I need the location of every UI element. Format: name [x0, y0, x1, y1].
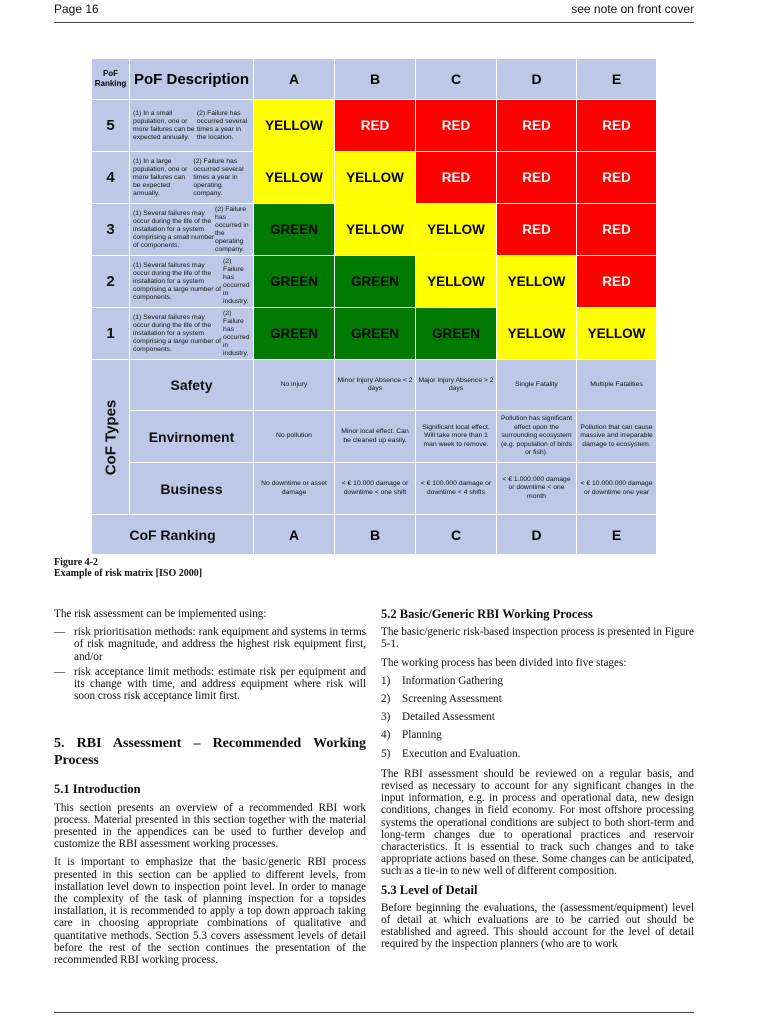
cof-types-label — [92, 360, 130, 515]
cof-column-header: D — [497, 515, 577, 555]
risk-cell-green: GREEN — [254, 308, 335, 360]
risk-matrix — [92, 59, 657, 555]
stage-text: Planning — [402, 729, 442, 742]
risk-cell-red: RED — [577, 100, 657, 152]
risk-cell-red: RED — [416, 152, 497, 204]
cof-cell: < € 1.000.000 damage or downtime < one month — [497, 463, 577, 515]
intro-paragraph-2: It is important to emphasize that the basic/generic RBI process presented in this section can be applied to different levels, from installation level down to inspection point level. In order to manage the complexity of the task of planning inspection for a topsides installation, it is recommended to apply a top down approach taking care in choosing appropriate combinations of qualitative and quantitative methods. Section 5.3 covers assessment levels of detail before the rest of the section continues the presentation of the recommended RBI working process. — [54, 856, 366, 967]
list-item: — risk prioritisation methods: rank equipment and systems in terms of risk magnitude, and address the highest risk equipment first, and/or — [54, 626, 366, 663]
process-paragraph-1: The basic/generic risk-based inspection process is presented in Figure 5-1. — [381, 626, 694, 651]
pof-description-line: (2) Failure has occurred several times a year in operating company. — [193, 157, 244, 197]
pof-rank: 2 — [92, 256, 130, 308]
pof-rank: 5 — [92, 100, 130, 152]
pof-description-line: (2) Failure has occurred in industry. — [223, 309, 250, 357]
risk-cell-yellow: YELLOW — [335, 204, 416, 256]
column-header: B — [335, 59, 416, 100]
cof-cell: Multiple Fatalities — [577, 360, 657, 411]
left-column — [54, 608, 366, 972]
risk-cell-red: RED — [497, 204, 577, 256]
list-item — [381, 748, 694, 760]
cof-column-header: B — [335, 515, 416, 555]
cof-cell: < € 100.000 damage or downtime < 4 shifts — [416, 463, 497, 515]
risk-cell-yellow: YELLOW — [577, 308, 657, 360]
stages-list — [381, 675, 694, 760]
risk-cell-yellow: YELLOW — [497, 256, 577, 308]
risk-cell-red: RED — [577, 256, 657, 308]
figure-number: Figure 4-2 — [54, 557, 98, 568]
intro-paragraph-1: This section presents an overview of a recommended RBI work process. Material presented in this section together with the material presented in the appendices can be used to further develop and customize the RBI assessment working processes. — [54, 801, 366, 851]
risk-cell-red: RED — [335, 100, 416, 152]
stage-text: Information Gathering — [402, 674, 503, 687]
stage-text: Execution and Evaluation. — [402, 747, 521, 760]
risk-cell-red: RED — [497, 152, 577, 204]
stage-text: Detailed Assessment — [402, 711, 495, 724]
stage-number: 5) — [381, 747, 391, 760]
risk-cell-green: GREEN — [254, 256, 335, 308]
cof-cell: Single Fatality — [497, 360, 577, 411]
list-item: — risk acceptance limit methods: estimate risk per equipment and its change with time, and address equipment where risk will soon cross risk acceptance limit first. — [54, 665, 366, 703]
cof-cell: No downtime or asset damage — [254, 463, 335, 515]
risk-cell-yellow: YELLOW — [497, 308, 577, 360]
cof-cell: Minor Injury Absence < 2 days — [335, 360, 416, 411]
stage-number: 2) — [381, 693, 391, 706]
pof-description-line: (1) In a large population, one or more failures can be expected annually. — [133, 157, 188, 197]
cof-cell: Pollution has significant effect upon the surrounding ecosystem (e.g. population of birds or fish). — [497, 411, 577, 463]
pof-description — [130, 100, 254, 152]
cof-type-label: Envirnoment — [130, 411, 254, 463]
stage-number: 1) — [381, 674, 391, 687]
cof-cell: No pollution — [254, 411, 335, 463]
cof-type-label: Safety — [130, 360, 254, 411]
list-item — [381, 675, 694, 687]
risk-cell-green: GREEN — [335, 256, 416, 308]
figure-title: Example of risk matrix [ISO 2000] — [54, 568, 203, 579]
footer-rule — [54, 1012, 694, 1013]
list-item — [381, 711, 694, 723]
risk-cell-red: RED — [577, 152, 657, 204]
risk-cell-yellow: YELLOW — [254, 152, 335, 204]
level-of-detail-paragraph: Before beginning the evaluations, the (assessment/equipment) level of detail at which evaluations are to be carried out should be established and agreed. This should account for the level of detail required by the inspection planners (who are to work — [381, 901, 694, 951]
header-note: see note on front cover — [571, 2, 694, 16]
cof-types-text: CoF Types — [102, 399, 120, 475]
risk-cell-yellow: YELLOW — [416, 256, 497, 308]
pof-description-line: (1) Several failures may occur during the life of the installation for a system comprising a small number of components. — [133, 209, 215, 249]
cof-column-header: A — [254, 515, 335, 555]
pof-description-line: (1) Several failures may occur during the life of the installation for a system comprising a large number of components. — [133, 261, 222, 301]
risk-cell-yellow: YELLOW — [254, 100, 335, 152]
cof-cell: Pollution that can cause massive and irreparable damage to ecosystem. — [577, 411, 657, 463]
risk-cell-green: GREEN — [416, 308, 497, 360]
pof-description-line: (2) Failure has occurred several times a year in the location. — [196, 109, 248, 141]
list-item — [381, 729, 694, 741]
pof-description — [130, 256, 254, 308]
pof-description — [130, 308, 254, 360]
column-header: C — [416, 59, 497, 100]
risk-cell-yellow: YELLOW — [416, 204, 497, 256]
column-header: E — [577, 59, 657, 100]
page-number: Page 16 — [54, 2, 99, 16]
cof-cell: Major Injury Absence > 2 days — [416, 360, 497, 411]
process-paragraph-2: The working process has been divided into five stages: — [381, 656, 627, 669]
risk-cell-green: GREEN — [254, 204, 335, 256]
pof-ranking-header: PoF Ranking — [92, 59, 130, 100]
risk-cell-red: RED — [497, 100, 577, 152]
column-header: D — [497, 59, 577, 100]
intro-text: The risk assessment can be implemented using: — [54, 608, 267, 620]
cof-cell: < € 10.000.000 damage or downtime one year — [577, 463, 657, 515]
pof-description-line: (1) Several failures may occur during the life of the installation for a system comprising a large number of components. — [133, 313, 222, 353]
pof-rank: 1 — [92, 308, 130, 360]
risk-cell-red: RED — [416, 100, 497, 152]
column-header: A — [254, 59, 335, 100]
cof-type-label: Business — [130, 463, 254, 515]
pof-description-line: (2) Failure has occurred in industry. — [223, 257, 250, 305]
cof-cell: < € 10.000 damage or downtime < one shift — [335, 463, 416, 515]
header-rule — [54, 22, 694, 23]
pof-description — [130, 152, 254, 204]
cof-cell: No injury — [254, 360, 335, 411]
pof-description-line: (1) In a small population, one or more failures can be expected annually. — [133, 109, 195, 141]
section-5-heading: 5. RBI Assessment – Recommended Working Process — [54, 736, 366, 769]
section-5-3-heading: 5.3 Level of Detail — [381, 882, 478, 897]
cof-cell: Significant local effect. Will take more than 1 man week to remove. — [416, 411, 497, 463]
risk-cell-red: RED — [577, 204, 657, 256]
cof-ranking-label: CoF Ranking — [92, 515, 254, 555]
pof-rank: 3 — [92, 204, 130, 256]
risk-cell-yellow: YELLOW — [335, 152, 416, 204]
figure-caption — [54, 557, 202, 579]
section-5-2-heading: 5.2 Basic/Generic RBI Working Process — [381, 607, 593, 621]
pof-description-header: PoF Description — [130, 59, 254, 100]
right-column — [381, 608, 694, 957]
risk-cell-green: GREEN — [335, 308, 416, 360]
review-paragraph: The RBI assessment should be reviewed on a regular basis, and revised as necessary to account for any significant changes in the input information, e.g. in process and operational data, new design conditions, changes in field economy. For most offshore processing systems the operational conditions are subject to both short-term and long-term changes due to operational practices and reservoir characteristics. It is essential to track such changes and to take appropriate actions based on these. Some changes can be anticipated, such as a tie-in to new well of different composition. — [381, 767, 694, 878]
stage-number: 3) — [381, 711, 391, 724]
cof-column-header: E — [577, 515, 657, 555]
pof-description — [130, 204, 254, 256]
section-5-1-heading: 5.1 Introduction — [54, 782, 141, 797]
stage-number: 4) — [381, 729, 391, 742]
pof-description-line: (2) Failure has occurred in the operating company. — [215, 205, 249, 253]
pof-rank: 4 — [92, 152, 130, 204]
cof-cell: Minor local effect. Can be cleaned up easily. — [335, 411, 416, 463]
cof-column-header: C — [416, 515, 497, 555]
stage-text: Screening Assessment — [402, 693, 502, 706]
list-item — [381, 693, 694, 705]
